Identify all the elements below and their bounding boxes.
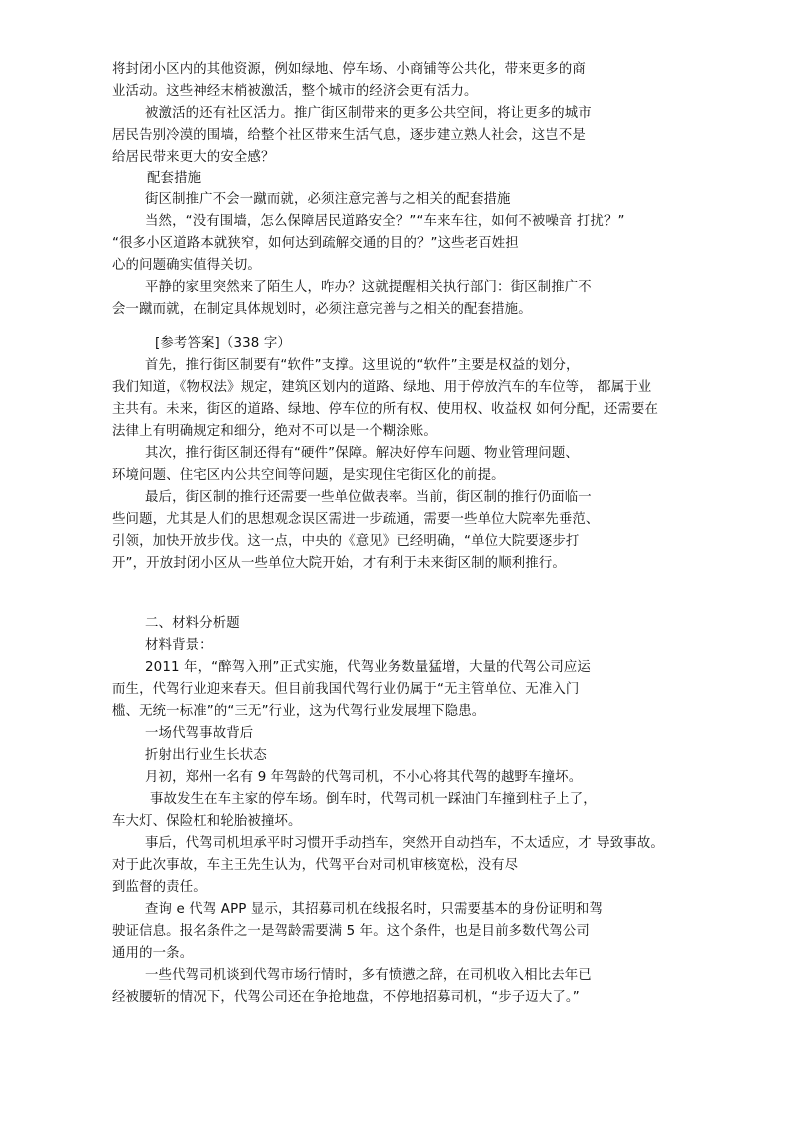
- text-line: 被激活的还有社区活力。推广街区制带来的更多公共空间，将让更多的城市: [145, 106, 592, 121]
- text-line: 平静的家里突然来了陌生人，咋办？这就提醒相关执行部门：街区制推广不: [145, 280, 592, 295]
- text-line: 通用的一条。: [112, 946, 194, 961]
- text-line: 事故发生在车主家的停车场。倒车时，代驾司机一踩油门车撞到柱子上了，: [150, 792, 597, 807]
- text-line: 给居民带来更大的安全感？: [112, 150, 275, 165]
- text-line: 事后，代驾司机坦承平时习惯开手动挡车，突然开自动挡车，不太适应，才 导致事故。: [145, 836, 664, 851]
- text-line: 将封闭小区内的其他资源，例如绿地、停车场、小商铺等公共化，带来更多的商: [112, 62, 586, 77]
- text-line: 而生，代驾行业迎来春天。但目前我国代驾行业仍属于“无主管单位、无准入门: [112, 682, 580, 697]
- text-line: 驶证信息。报名条件之一是驾龄需要满 5 年。这个条件，也是目前多数代驾公司: [112, 924, 590, 939]
- text-line: 法律上有明确规定和细分，绝对不可以是一个糊涂账。: [112, 424, 437, 439]
- text-line: 车大灯、保险杠和轮胎被撞坏。: [112, 814, 302, 829]
- text-line: 会一蹴而就，在制定具体规划时，必须注意完善与之相关的配套措施。: [112, 302, 532, 317]
- text-line: 到监督的责任。: [112, 880, 207, 895]
- text-line: 查询 e 代驾 APP 显示，其招募司机在线报名时，只需要基本的身份证明和驾: [145, 902, 603, 917]
- text-line: 居民告别冷漠的围墙，给整个社区带来生活气息，逐步建立熟人社会，这岂不是: [112, 128, 586, 143]
- text-line: 经被腰斩的情况下，代驾公司还在争抢地盘，不停地招募司机，“步子迈大了。”: [112, 990, 580, 1005]
- subheading: 一场代驾事故背后: [145, 726, 254, 741]
- text-line: 环境问题、住宅区内公共空间等问题，是实现住宅街区化的前提。: [112, 468, 505, 483]
- text-line: 首先，推行街区制要有“软件”支撑。这里说的“软件”主要是权益的划分，: [145, 358, 580, 373]
- text-line: 我们知道，《物权法》规定，建筑区划内的道路、绿地、用于停放汽车的车位等， 都属于业: [112, 380, 652, 395]
- text-line: 当然，“没有围墙，怎么保障居民道路安全？”“车来车往，如何不被噪音 打扰？”: [145, 214, 625, 229]
- text-line: 开”，开放封闭小区从一些单位大院开始，才有利于未来街区制的顺利推行。: [112, 556, 566, 571]
- text-line: 业活动。这些神经末梢被激活，整个城市的经济会更有活力。: [112, 84, 478, 99]
- text-line: 主共有。未来，街区的道路、绿地、停车位的所有权、使用权、收益权 如何分配，还需要在: [112, 402, 659, 417]
- text-line: 心的问题确实值得关切。: [112, 258, 261, 273]
- text-line: 些问题，尤其是人们的思想观念误区需进一步疏通，需要一些单位大院率先垂范、: [112, 512, 600, 527]
- subheading: 折射出行业生长状态: [145, 748, 267, 763]
- text-line: 对于此次事故，车主王先生认为，代驾平台对司机审核宽松，没有尽: [112, 858, 519, 873]
- text-line: 其次，推行街区制还得有“硬件”保障。解决好停车问题、物业管理问题、: [145, 446, 579, 461]
- subheading: 配套措施: [147, 171, 202, 186]
- text-line: 2011 年，“醉驾入刑”正式实施，代驾业务数量猛增，大量的代驾公司应运: [145, 660, 591, 675]
- text-line: 街区制推广不会一蹴而就，必须注意完善与之相关的配套措施: [145, 192, 511, 207]
- text-line: “很多小区道路本就狭窄，如何达到疏解交通的目的？”这些老百姓担: [112, 236, 519, 251]
- answer-heading: [参考答案]（338 字）: [155, 336, 291, 351]
- text-line: 槛、无统一标准”的“三无”行业，这为代驾行业发展埋下隐患。: [112, 704, 486, 719]
- text-line: 一些代驾司机谈到代驾市场行情时，多有愤懑之辞，在司机收入相比去年已: [145, 968, 592, 983]
- section-title: 二、材料分析题: [145, 616, 240, 631]
- text-line: 引领，加快开放步伐。这一点，中央的《意见》已经明确，“单位大院要逐步打: [112, 534, 580, 549]
- text-line: 材料背景：: [145, 638, 213, 653]
- text-line: 月初，郑州一名有 9 年驾龄的代驾司机，不小心将其代驾的越野车撞坏。: [145, 770, 583, 785]
- text-line: 最后，街区制的推行还需要一些单位做表率。当前，街区制的推行仍面临一: [145, 490, 592, 505]
